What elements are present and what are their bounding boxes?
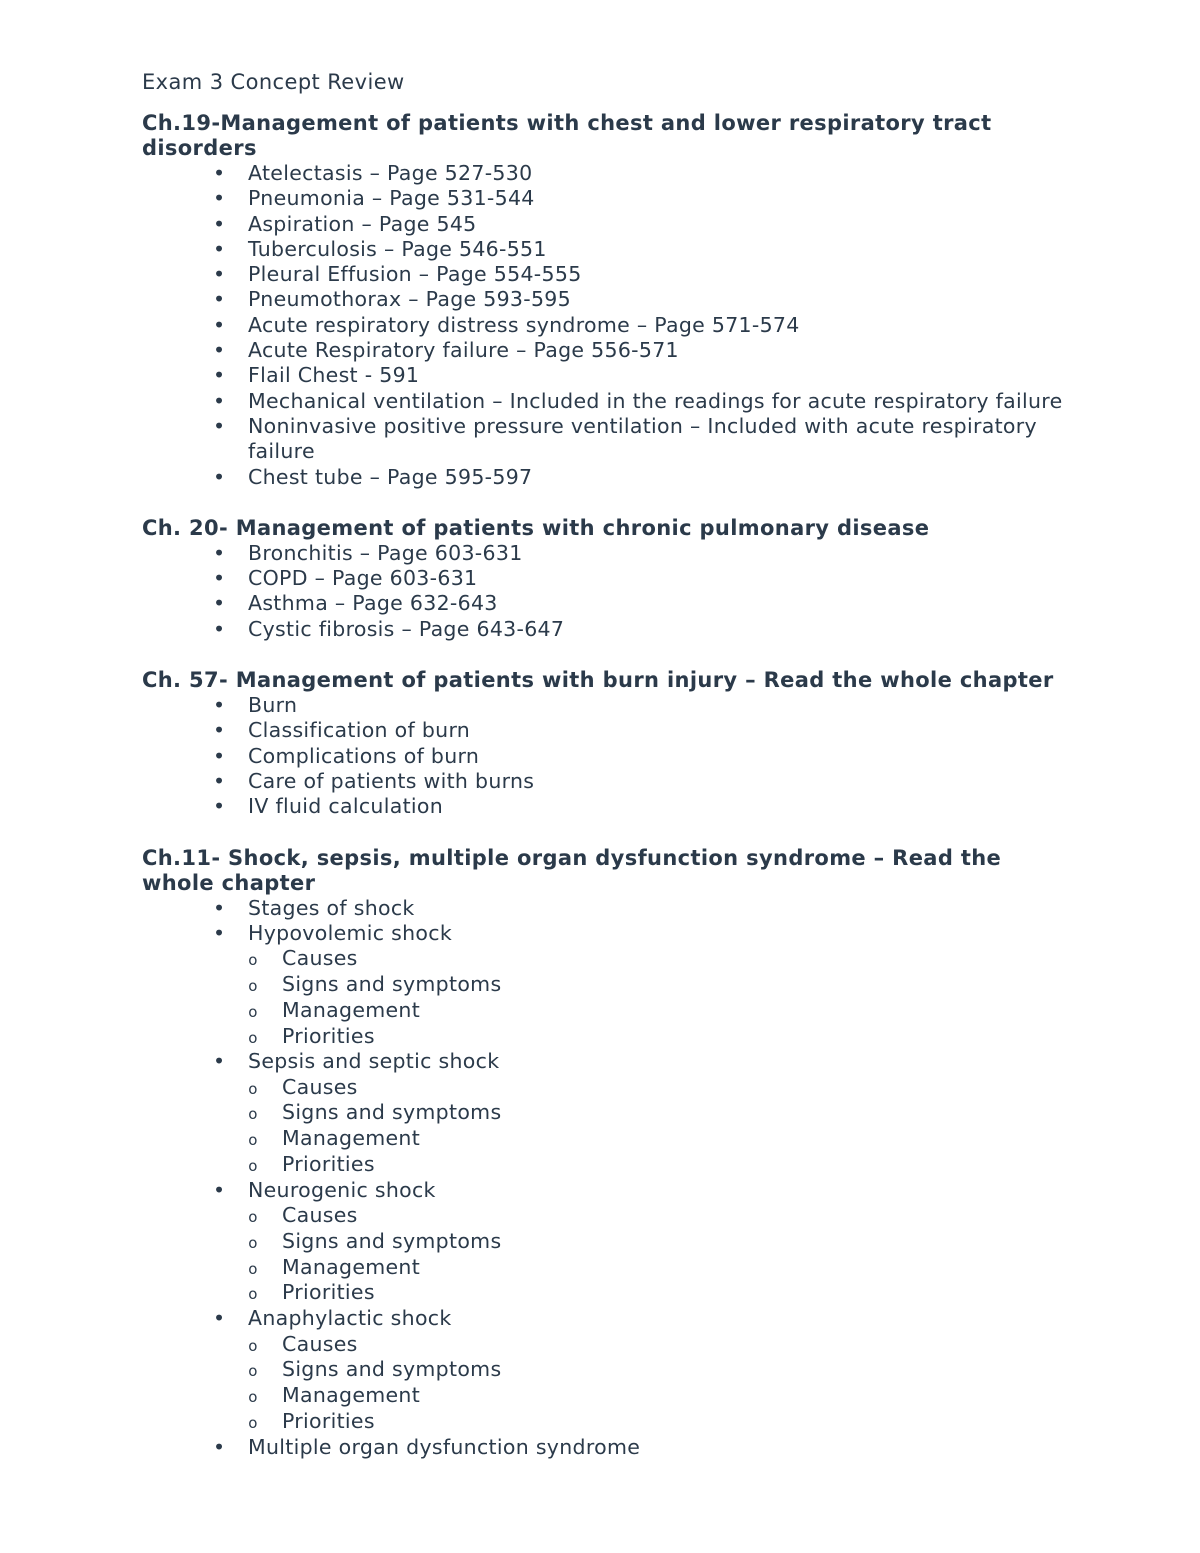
list-item-text: COPD – Page 603-631 [248, 566, 478, 591]
list-item [213, 413, 1072, 465]
list-item-text: Pleural Effusion – Page 554-555 [248, 262, 582, 287]
bullet-icon: • [213, 616, 226, 641]
sub-list-item [248, 1408, 1072, 1435]
list-item [213, 211, 1072, 237]
list-item-text: Classification of burn [248, 718, 471, 743]
list-item-text: Complications of burn [248, 743, 480, 768]
sub-list [248, 946, 1072, 1049]
list-item [213, 1049, 1072, 1177]
bullet-icon: • [213, 768, 226, 793]
sub-list [248, 1203, 1072, 1306]
sub-list-item-text: Priorities [282, 1152, 375, 1176]
list-item [213, 262, 1072, 287]
topic-list [142, 161, 1072, 490]
section-heading: Ch.19-Management of patients with chest and lower respiratory tract disorders [142, 111, 992, 160]
sub-list-item-text: Causes [282, 946, 358, 971]
bullet-icon: • [213, 591, 226, 616]
bullet-icon: • [213, 464, 226, 489]
list-item-text: Cystic fibrosis – Page 643-647 [248, 616, 565, 641]
list-item [213, 895, 1072, 921]
topic-list [142, 693, 1072, 819]
section-heading: Ch. 57- Management of patients with burn injury – Read the whole chapter [142, 668, 1054, 693]
sub-list-item [248, 1023, 1072, 1050]
bullet-icon: • [213, 1049, 226, 1074]
bullet-icon: • [213, 1177, 226, 1202]
bullet-icon: • [213, 363, 226, 388]
list-item [213, 236, 1072, 262]
sub-list-item-text: Priorities [282, 1023, 375, 1048]
circle-bullet-icon: o [248, 1079, 258, 1098]
section-heading: Ch.11- Shock, sepsis, multiple organ dysfunction syndrome – Read the whole chapter [142, 845, 1002, 895]
list-item-text: Care of patients with burns [248, 768, 535, 793]
list-item [213, 693, 1072, 718]
list-item [213, 388, 1072, 414]
circle-bullet-icon: o [248, 1208, 258, 1227]
sub-list-item [248, 1383, 1072, 1409]
list-item [213, 768, 1072, 794]
bullet-icon: • [213, 262, 226, 287]
topic-list [142, 896, 1072, 1461]
circle-bullet-icon: o [248, 976, 258, 995]
list-item-text: Burn [248, 693, 298, 718]
sub-list-item [248, 1331, 1072, 1358]
sub-list-item-text: Signs and symptoms [282, 1100, 502, 1125]
list-item-text: Flail Chest - 591 [248, 363, 420, 388]
section-3 [142, 668, 1072, 819]
sub-list-item [248, 1203, 1072, 1229]
bullet-icon: • [213, 161, 226, 185]
bullet-icon: • [213, 540, 226, 565]
circle-bullet-icon: o [248, 1131, 258, 1150]
list-item-text: Sepsis and septic shock [248, 1049, 500, 1074]
sub-list-item [248, 1254, 1072, 1281]
bullet-icon: • [213, 920, 226, 945]
sub-list-item [248, 1126, 1072, 1152]
sections-container [142, 111, 1072, 1460]
list-item [213, 540, 1072, 566]
list-item [213, 363, 1072, 388]
bullet-icon: • [213, 186, 226, 211]
list-item [213, 1306, 1072, 1434]
list-item [213, 312, 1072, 338]
sub-list-item-text: Causes [282, 1203, 358, 1228]
list-item-text: Anaphylactic shock [248, 1306, 452, 1331]
list-item-text: Pneumonia – Page 531-544 [248, 186, 535, 211]
list-item-text: Neurogenic shock [248, 1177, 436, 1202]
topic-list [142, 541, 1072, 642]
sub-list-item [248, 1074, 1072, 1101]
list-item-text: Acute Respiratory failure – Page 556-571 [248, 338, 679, 363]
circle-bullet-icon: o [248, 1233, 258, 1252]
sub-list-item-text: Management [282, 1383, 421, 1408]
sub-list-item-text: Signs and symptoms [282, 1357, 502, 1382]
list-item-text: IV fluid calculation [248, 794, 444, 819]
bullet-icon: • [213, 211, 226, 236]
sub-list-item-text: Signs and symptoms [282, 971, 502, 996]
sub-list-item-text: Causes [282, 1074, 358, 1099]
sub-list-item-text: Priorities [282, 1408, 375, 1433]
section-2 [142, 516, 1072, 642]
circle-bullet-icon: o [248, 1157, 258, 1175]
circle-bullet-icon: o [248, 1413, 258, 1432]
list-item [213, 616, 1072, 642]
bullet-icon: • [213, 388, 226, 413]
sub-list-item [248, 1100, 1072, 1126]
list-item [213, 1434, 1072, 1460]
bullet-icon: • [213, 1306, 226, 1331]
list-item-text: Atelectasis – Page 527-530 [248, 161, 533, 185]
list-item-text: Aspiration – Page 545 [248, 211, 477, 236]
list-item [213, 566, 1072, 591]
list-item [213, 920, 1072, 1049]
sub-list-item-text: Management [282, 997, 421, 1022]
bullet-icon: • [213, 693, 226, 718]
list-item [213, 794, 1072, 819]
circle-bullet-icon: o [248, 951, 258, 970]
sub-list-item-text: Management [282, 1254, 421, 1279]
list-item-text: Noninvasive positive pressure ventilation – Included with acute respiratory failure [248, 413, 1037, 464]
bullet-icon: • [213, 413, 226, 438]
circle-bullet-icon: o [248, 1388, 258, 1407]
list-item [213, 1177, 1072, 1306]
circle-bullet-icon: o [248, 1362, 258, 1381]
list-item-text: Chest tube – Page 595-597 [248, 464, 533, 489]
sub-list-item [248, 1357, 1072, 1383]
circle-bullet-icon: o [248, 1285, 258, 1304]
sub-list-item [248, 1280, 1072, 1306]
bullet-icon: • [213, 794, 226, 819]
bullet-icon: • [213, 1434, 226, 1459]
list-item-text: Mechanical ventilation – Included in the readings for acute respiratory failure [248, 388, 1063, 413]
sub-list [248, 1075, 1072, 1178]
section-heading: Ch. 20- Management of patients with chronic pulmonary disease [142, 515, 930, 540]
list-item [213, 287, 1072, 312]
circle-bullet-icon: o [248, 1105, 258, 1124]
sub-list-item [248, 946, 1072, 972]
circle-bullet-icon: o [248, 1259, 258, 1278]
sub-list-item [248, 1152, 1072, 1178]
list-item-text: Pneumothorax – Page 593-595 [248, 287, 571, 312]
bullet-icon: • [213, 312, 226, 337]
document-page [142, 68, 1072, 1460]
sub-list-item [248, 1228, 1072, 1255]
bullet-icon: • [213, 338, 226, 363]
list-item-text: Multiple organ dysfunction syndrome [248, 1434, 641, 1459]
list-item-text: Bronchitis – Page 603-631 [248, 540, 523, 565]
circle-bullet-icon: o [248, 1028, 258, 1047]
list-item [213, 161, 1072, 186]
circle-bullet-icon: o [248, 1002, 258, 1021]
sub-list-item-text: Management [282, 1126, 421, 1151]
circle-bullet-icon: o [248, 1336, 258, 1355]
bullet-icon: • [213, 287, 226, 312]
list-item-text: Hypovolemic shock [248, 920, 452, 945]
list-item [213, 464, 1072, 490]
list-item [213, 743, 1072, 769]
list-item [213, 591, 1072, 616]
document-title: Exam 3 Concept Review [142, 70, 405, 94]
sub-list-item-text: Signs and symptoms [282, 1228, 502, 1253]
list-item-text: Asthma – Page 632-643 [248, 591, 498, 616]
sub-list-item-text: Priorities [282, 1280, 375, 1305]
list-item [213, 338, 1072, 363]
bullet-icon: • [213, 566, 226, 591]
bullet-icon: • [213, 743, 226, 768]
sub-list-item [248, 997, 1072, 1024]
list-item-text: Tuberculosis – Page 546-551 [248, 236, 547, 261]
bullet-icon: • [213, 895, 226, 920]
list-item-text: Acute respiratory distress syndrome – Page 571-574 [248, 312, 800, 337]
bullet-icon: • [213, 236, 226, 261]
bullet-icon: • [213, 718, 226, 743]
list-item [213, 718, 1072, 743]
section-4 [142, 846, 1072, 1461]
sub-list-item [248, 971, 1072, 998]
list-item [213, 186, 1072, 211]
list-item-text: Stages of shock [248, 895, 415, 920]
section-1 [142, 111, 1072, 490]
sub-list [248, 1332, 1072, 1435]
sub-list-item-text: Causes [282, 1331, 358, 1356]
